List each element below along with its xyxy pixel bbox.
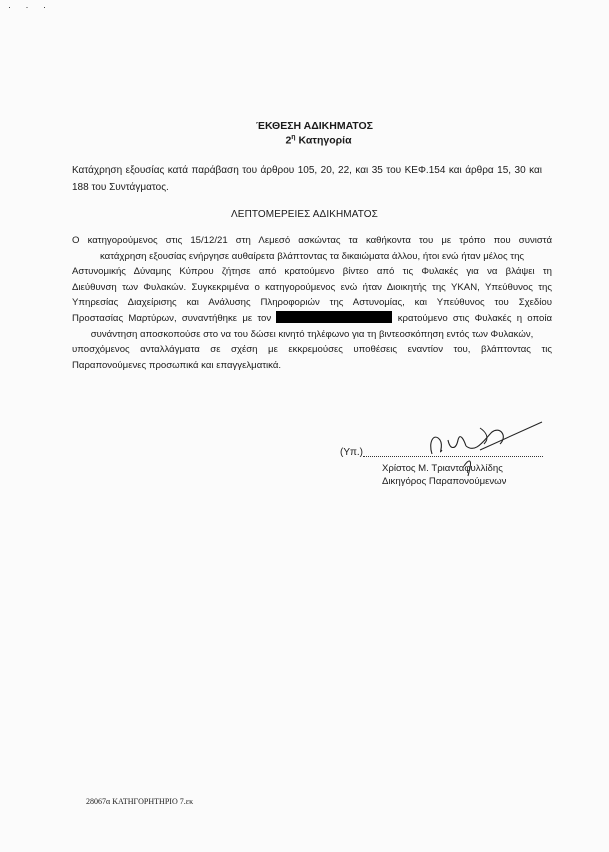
- category-word: Κατηγορία: [298, 134, 352, 147]
- charge-statement: Κατάχρηση εξουσίας κατά παράβαση του άρθρου 105, 20, 22, και 35 του ΚΕΦ.154 και άρθρα 15, 30 και 188 του Συντάγματος.: [72, 165, 542, 193]
- details-heading: ΛΕΠΤΟΜΕΡΕΙΕΣ ΑΔΙΚΗΜΑΤΟΣ: [231, 209, 378, 220]
- details-line: Ο κατηγορούμενος στις 15/12/21 στη Λεμεσό ασκώντας τα καθήκοντα του με τρόπο που συνιστά: [72, 235, 552, 246]
- details-line: Διεύθυνση των Φυλακών. Συγκεκριμένα ο κατηγορούμενος ενώ ήταν Διοικητής της ΥΚΑΝ, Υπεύθυνος της: [72, 281, 552, 293]
- signer-block: [382, 462, 506, 488]
- details-line: Παραπονούμενες προσωπικά και επαγγελματικά.: [72, 359, 282, 371]
- details-line: Υπηρεσίας Διαχείρισης και Ανάλυσης Πληροφοριών της Αστυνομίας, και Υπεύθυνος του Σχεδίου: [72, 297, 552, 309]
- category-superscript: η: [291, 134, 296, 141]
- details-line-part: κρατούμενο στις Φυλακές η οποία: [397, 312, 552, 324]
- signer-name: Χρίστος Μ. Τριανταφυλλίδης: [382, 463, 503, 474]
- signature-label: (Υπ.): [340, 447, 364, 458]
- details-line: συνάντηση αποσκοπούσε στο να του δώσει κινητό τηλέφωνο για τη βιντεοσκόπηση εντός των Φυλακών,: [90, 328, 534, 340]
- signature-line: [363, 456, 543, 457]
- category-number: 2: [285, 134, 292, 147]
- redaction-bar: [276, 311, 392, 323]
- offence-details: [72, 233, 552, 373]
- signer-role: Δικηγόρος Παραπονούμενων: [382, 476, 507, 487]
- document-title: ΈΚΘΕΣΗ ΑΔΙΚΗΜΑΤΟΣ: [255, 120, 373, 132]
- footer-reference: 28067α ΚΑΤΗΓΟΡΗΤΗΡΙΟ 7.εκ: [86, 797, 194, 806]
- details-line-part: Προστασίας Μαρτύρων, συναντήθηκε με τον: [72, 312, 272, 324]
- details-line: Αστυνομικής Δύναμης Κύπρου ζήτησε από κρατούμενο βίντεο από τις Φυλακές για να βλάψει τη: [72, 266, 552, 278]
- details-line: υποσχόμενος ανταλλάγματα σε σχέση με εκκρεμούσες υποθέσεις εναντίον του, βλάπτοντας τις: [72, 344, 552, 356]
- category-heading: [14, 134, 609, 147]
- scan-specks: · · ·: [8, 2, 52, 12]
- details-line: [72, 311, 552, 327]
- details-line: κατάχρηση εξουσίας ενήργησε αυθαίρετα βλάπτοντας τα δικαιώματα άλλου, ήτοι ενώ ήταν μέλος της: [99, 250, 525, 262]
